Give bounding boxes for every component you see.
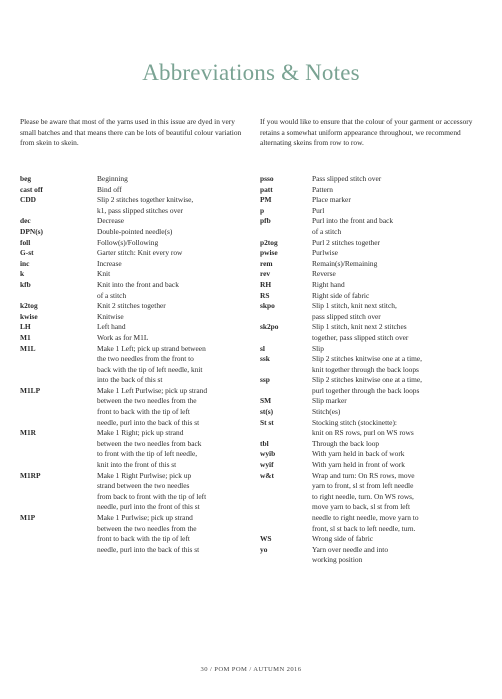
abbreviation-entry bbox=[20, 386, 255, 428]
abbreviation-definition bbox=[97, 312, 255, 323]
definition-line: Double-pointed needle(s) bbox=[97, 226, 173, 236]
abbreviation-definition bbox=[312, 185, 495, 196]
abbreviation-entry bbox=[20, 185, 255, 196]
abbreviation-term: RH bbox=[260, 279, 272, 289]
definition-line: working position bbox=[312, 555, 363, 565]
abbreviation-entry bbox=[260, 280, 495, 291]
definition-line: Work as for M1L bbox=[97, 332, 149, 342]
definition-line: needle, purl into the back of this st bbox=[97, 417, 200, 427]
abbreviation-term: beg bbox=[20, 174, 32, 183]
abbreviation-term: WS bbox=[260, 534, 272, 544]
abbreviation-entry bbox=[20, 428, 255, 470]
definition-line: to right needle, turn. On WS rows, bbox=[312, 491, 414, 501]
abbreviation-definition bbox=[97, 386, 255, 428]
definition-line: Purl bbox=[312, 205, 325, 215]
definition-line: between the two needles from back bbox=[97, 438, 202, 448]
definition-line: Through the back loop bbox=[312, 438, 380, 448]
definition-line: Purl into the front and back bbox=[312, 216, 394, 226]
definition-line: Slip 2 stitches together knitwise, bbox=[97, 195, 194, 205]
definition-line: Reverse bbox=[312, 269, 336, 279]
abbreviation-term: tbl bbox=[260, 438, 269, 448]
definition-line: front to back with the tip of left bbox=[97, 534, 190, 544]
abbreviation-term: pwise bbox=[260, 248, 278, 258]
abbreviation-term: M1L bbox=[20, 343, 36, 353]
definition-line: Follow(s)/Following bbox=[97, 237, 159, 247]
abbreviation-definition bbox=[312, 259, 495, 270]
definition-line: Increase bbox=[97, 258, 122, 268]
abbreviation-term: ssp bbox=[260, 375, 270, 385]
abbreviation-entry bbox=[20, 280, 255, 301]
definition-line: needle, purl into the back of this st bbox=[97, 544, 200, 554]
abbreviation-term: st(s) bbox=[260, 407, 274, 417]
definition-line: With yarn held in back of work bbox=[312, 449, 405, 459]
abbreviation-definition bbox=[97, 269, 255, 280]
abbreviation-entry bbox=[260, 206, 495, 217]
definition-line: move yarn to back, sl st from left bbox=[312, 502, 411, 512]
definition-line: purl together through the back loops bbox=[312, 385, 420, 395]
abbreviation-definition bbox=[97, 322, 255, 333]
definition-line: Right side of fabric bbox=[312, 290, 370, 300]
abbreviation-term: patt bbox=[260, 184, 273, 194]
definition-line: front to back with the tip of left bbox=[97, 407, 190, 417]
abbreviation-definition bbox=[97, 301, 255, 312]
abbreviation-entry bbox=[260, 375, 495, 396]
abbreviation-definition bbox=[312, 545, 495, 566]
abbreviation-term: M1P bbox=[20, 513, 36, 522]
abbreviation-entry bbox=[260, 471, 495, 535]
abbreviation-definition bbox=[312, 238, 495, 249]
definition-line: front, sl st back to left needle, turn. bbox=[312, 523, 416, 533]
definition-line: Knit into the front and back bbox=[97, 279, 179, 289]
definition-line: Make 1 Left; pick up strand between bbox=[97, 343, 206, 353]
definition-line: Left hand bbox=[97, 322, 126, 332]
abbreviation-definition bbox=[312, 534, 495, 545]
definition-line: Slip 1 stitch, knit next stitch, bbox=[312, 301, 397, 311]
definition-line: into the back of this st bbox=[97, 375, 163, 385]
abbreviation-definition bbox=[312, 449, 495, 460]
abbreviation-entry bbox=[20, 312, 255, 323]
abbreviation-definition bbox=[312, 396, 495, 407]
definition-line: yarn to front, sl st from left needle bbox=[312, 481, 414, 491]
abbreviation-entry bbox=[20, 248, 255, 259]
abbreviation-term: M1 bbox=[20, 332, 31, 342]
definition-line: Place marker bbox=[312, 195, 351, 205]
abbreviation-definition bbox=[312, 471, 495, 535]
definition-line: back with the tip of left needle, knit bbox=[97, 364, 203, 374]
definition-line: Slip 1 stitch, knit next 2 stitches bbox=[312, 322, 407, 332]
abbreviation-definition bbox=[97, 280, 255, 301]
abbreviation-definition bbox=[97, 195, 255, 216]
abbreviation-term: inc bbox=[20, 258, 30, 268]
abbreviation-entry bbox=[260, 174, 495, 185]
abbreviation-definition bbox=[312, 439, 495, 450]
definition-line: Garter stitch: Knit every row bbox=[97, 248, 183, 258]
definition-line: Slip 2 stitches knitwise one at a time, bbox=[312, 354, 423, 364]
definition-line: Right hand bbox=[312, 279, 345, 289]
definition-line: needle, purl into the front of this st bbox=[97, 502, 200, 512]
abbreviation-definition bbox=[97, 471, 255, 513]
abbreviation-entry bbox=[20, 238, 255, 249]
definition-line: from back to front with the tip of left bbox=[97, 491, 207, 501]
abbreviation-term: k bbox=[20, 269, 25, 279]
abbreviation-definition bbox=[97, 174, 255, 185]
definition-line: Pass slipped stitch over bbox=[312, 174, 382, 183]
abbreviation-term: wyif bbox=[260, 460, 274, 470]
definition-line: Beginning bbox=[97, 174, 128, 183]
abbreviation-entry bbox=[20, 344, 255, 386]
abbreviation-entry bbox=[20, 174, 255, 185]
abbreviation-definition bbox=[97, 185, 255, 196]
abbreviation-definition bbox=[312, 460, 495, 471]
abbreviation-entry bbox=[260, 291, 495, 302]
abbreviation-definition bbox=[312, 301, 495, 322]
definition-line: Knitwise bbox=[97, 311, 124, 321]
definition-line: k1, pass slipped stitches over bbox=[97, 205, 184, 215]
definition-line: knit together through the back loops bbox=[312, 364, 419, 374]
definition-line: Stocking stitch (stockinette): bbox=[312, 417, 397, 427]
abbreviation-term: M1RP bbox=[20, 470, 41, 480]
abbreviation-entry bbox=[20, 333, 255, 344]
definition-line: Purlwise bbox=[312, 248, 338, 258]
abbreviation-term: kfb bbox=[20, 279, 31, 289]
abbreviation-entry bbox=[260, 396, 495, 407]
abbreviation-term: DPN(s) bbox=[20, 226, 43, 236]
definition-line: Knit 2 stitches together bbox=[97, 301, 166, 311]
abbreviation-term: yo bbox=[260, 544, 268, 554]
abbreviation-entry bbox=[260, 322, 495, 343]
abbreviation-entry bbox=[260, 534, 495, 545]
abbreviation-entry bbox=[260, 185, 495, 196]
abbreviation-definition bbox=[312, 195, 495, 206]
definition-line: Yarn over needle and into bbox=[312, 544, 389, 554]
definition-line: Wrap and turn: On RS rows, move bbox=[312, 470, 415, 480]
definition-line: between the two needles from the bbox=[97, 523, 197, 533]
abbreviation-definition bbox=[97, 227, 255, 238]
intro-right-paragraph: If you would like to ensure that the colour of your garment or accessory retains a somewhat uniform appearance throughout, we recommend alternating skeins from row to row. bbox=[260, 117, 473, 148]
abbreviation-term: rev bbox=[260, 269, 271, 279]
abbreviation-term: w&t bbox=[260, 470, 274, 480]
abbreviation-entry bbox=[20, 259, 255, 270]
abbreviation-entry bbox=[260, 449, 495, 460]
abbreviations-right-column bbox=[260, 174, 495, 566]
abbreviation-definition bbox=[97, 248, 255, 259]
definition-line: Make 1 Right; pick up strand bbox=[97, 428, 184, 438]
page-title: Abbreviations & Notes bbox=[142, 60, 360, 85]
abbreviation-term: CDD bbox=[20, 195, 37, 205]
abbreviation-entry bbox=[260, 238, 495, 249]
abbreviation-entry bbox=[20, 269, 255, 280]
abbreviation-term: kwise bbox=[20, 311, 38, 321]
abbreviation-term: wyib bbox=[260, 449, 276, 459]
definition-line: Slip marker bbox=[312, 396, 347, 406]
abbreviation-definition bbox=[97, 428, 255, 470]
definition-line: together, pass slipped stitch over bbox=[312, 332, 409, 342]
abbreviation-term: sk2po bbox=[260, 322, 279, 332]
abbreviation-entry bbox=[20, 216, 255, 227]
abbreviation-entry bbox=[260, 269, 495, 280]
abbreviation-definition bbox=[312, 216, 495, 237]
abbreviation-definition bbox=[312, 375, 495, 396]
definition-line: Purl 2 stitches together bbox=[312, 237, 380, 247]
abbreviation-definition bbox=[312, 291, 495, 302]
definition-line: Knit bbox=[97, 269, 111, 279]
abbreviation-term: RS bbox=[260, 290, 270, 300]
abbreviation-entry bbox=[20, 513, 255, 555]
definition-line: knit into the front of this st bbox=[97, 460, 177, 470]
definition-line: Slip bbox=[312, 343, 324, 353]
abbreviation-term: dec bbox=[20, 216, 31, 226]
abbreviation-definition bbox=[312, 269, 495, 280]
abbreviation-entry bbox=[260, 259, 495, 270]
abbreviation-entry bbox=[260, 344, 495, 355]
definition-line: Decrease bbox=[97, 216, 125, 226]
abbreviation-definition bbox=[312, 418, 495, 439]
definition-line: Wrong side of fabric bbox=[312, 534, 374, 544]
abbreviation-term: cast off bbox=[20, 184, 43, 194]
definition-line: knit on RS rows, purl on WS rows bbox=[312, 428, 414, 438]
abbreviation-definition bbox=[97, 259, 255, 270]
definition-line: With yarn held in front of work bbox=[312, 460, 405, 470]
definition-line: strand between the two needles bbox=[97, 481, 190, 491]
definition-line: Bind off bbox=[97, 184, 122, 194]
page-footer: 30 / POM POM / AUTUMN 2016 bbox=[200, 666, 302, 673]
abbreviation-definition bbox=[312, 280, 495, 291]
definition-line: needle to right needle, move yarn to bbox=[312, 513, 419, 522]
abbreviation-definition bbox=[312, 354, 495, 375]
definition-line: of a stitch bbox=[312, 226, 342, 236]
abbreviation-entry bbox=[260, 354, 495, 375]
abbreviation-definition bbox=[312, 322, 495, 343]
abbreviation-definition bbox=[97, 216, 255, 227]
abbreviation-definition bbox=[97, 238, 255, 249]
abbreviation-definition bbox=[312, 206, 495, 217]
abbreviation-entry bbox=[260, 407, 495, 418]
abbreviation-definition bbox=[312, 344, 495, 355]
abbreviation-entry bbox=[260, 216, 495, 237]
abbreviation-term: G-st bbox=[20, 248, 34, 258]
intro-left-paragraph: Please be aware that most of the yarns used in this issue are dyed in very small batches and that means there can be lots of beautiful colour variation from skein to skein. bbox=[20, 117, 242, 148]
abbreviation-entry bbox=[260, 301, 495, 322]
definition-line: Remain(s)/Remaining bbox=[312, 258, 378, 268]
abbreviation-term: skpo bbox=[260, 301, 275, 311]
definition-line: the two needles from the front to bbox=[97, 354, 194, 364]
abbreviation-entry bbox=[20, 471, 255, 513]
abbreviation-term: sl bbox=[260, 343, 265, 353]
abbreviation-term: SM bbox=[260, 396, 272, 406]
definition-line: Stitch(es) bbox=[312, 407, 341, 417]
definition-line: Pattern bbox=[312, 184, 333, 194]
definition-line: to front with the tip of left needle, bbox=[97, 449, 198, 459]
abbreviation-entry bbox=[20, 227, 255, 238]
abbreviation-term: p2tog bbox=[260, 237, 278, 247]
abbreviation-term: ssk bbox=[260, 354, 270, 364]
abbreviation-term: PM bbox=[260, 195, 272, 205]
abbreviation-definition bbox=[97, 333, 255, 344]
abbreviation-term: M1R bbox=[20, 428, 37, 438]
definition-line: between the two needles from the bbox=[97, 396, 197, 406]
abbreviation-definition bbox=[312, 407, 495, 418]
abbreviation-term: rem bbox=[260, 258, 273, 268]
abbreviation-definition bbox=[312, 248, 495, 259]
abbreviation-definition bbox=[312, 174, 495, 185]
definition-line: of a stitch bbox=[97, 290, 127, 300]
definition-line: Make 1 Right Purlwise; pick up bbox=[97, 470, 192, 480]
abbreviation-entry bbox=[260, 248, 495, 259]
definition-line: Slip 2 stitches knitwise one at a time, bbox=[312, 375, 423, 385]
definition-line: Make 1 Left Purlwise; pick up strand bbox=[97, 385, 208, 395]
abbreviation-term: M1LP bbox=[20, 385, 41, 395]
abbreviation-definition bbox=[97, 344, 255, 386]
definition-line: pass slipped stitch over bbox=[312, 311, 381, 321]
abbreviation-term: k2tog bbox=[20, 301, 38, 311]
abbreviation-entry bbox=[20, 195, 255, 216]
abbreviations-left-column bbox=[20, 174, 255, 555]
abbreviation-entry bbox=[260, 460, 495, 471]
definition-line: Make 1 Purlwise; pick up strand bbox=[97, 513, 193, 522]
abbreviation-term: pfb bbox=[260, 216, 271, 226]
abbreviation-term: p bbox=[260, 205, 265, 215]
abbreviation-entry bbox=[260, 195, 495, 206]
abbreviation-entry bbox=[20, 322, 255, 333]
abbreviation-entry bbox=[20, 301, 255, 312]
abbreviation-entry bbox=[260, 418, 495, 439]
abbreviation-term: psso bbox=[260, 174, 274, 183]
abbreviation-term: LH bbox=[20, 322, 31, 332]
abbreviation-term: St st bbox=[260, 417, 274, 427]
abbreviation-term: foll bbox=[20, 237, 31, 247]
abbreviation-entry bbox=[260, 545, 495, 566]
abbreviation-entry bbox=[260, 439, 495, 450]
abbreviation-definition bbox=[97, 513, 255, 555]
